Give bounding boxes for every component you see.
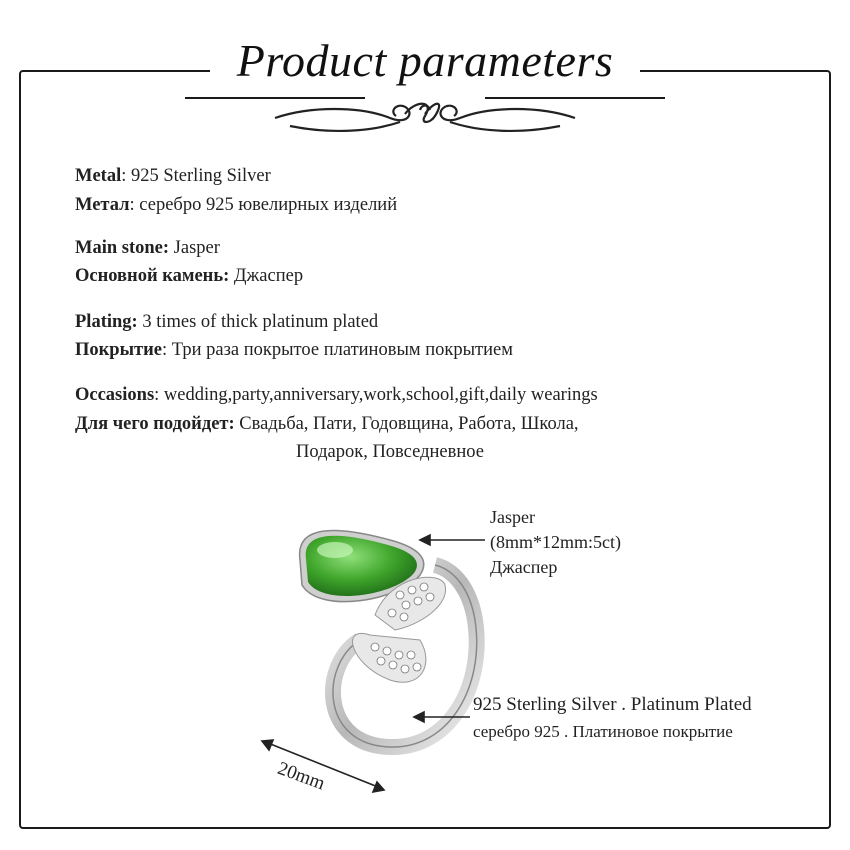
spec-value: 3 times of thick platinum plated	[137, 312, 379, 332]
band-callout-ru: серебро 925 . Платиновое покрытие	[473, 722, 733, 741]
spec-value: : 925 Sterling Silver	[121, 166, 271, 186]
stone-callout-size: (8mm*12mm:5ct)	[490, 532, 621, 552]
stone-callout-ru: Джаспер	[490, 557, 558, 577]
spec-label: Покрытие	[75, 340, 162, 360]
spec-label: Основной камень:	[75, 266, 230, 286]
spec-label: Для чего подойдет:	[75, 414, 235, 434]
spec-label: Метал	[75, 195, 130, 215]
spec-value: : Три раза покрытое платиновым покрытием	[162, 340, 513, 360]
band-callout-en: 925 Sterling Silver . Platinum Plated	[473, 694, 752, 715]
spec-value: Джаспер	[229, 266, 304, 286]
page-title: Product parameters	[236, 35, 614, 86]
spec-occasions-ru-cont: Подарок, Повседневное	[296, 442, 484, 462]
spec-label: Main stone:	[75, 238, 170, 258]
spec-value: : серебро 925 ювелирных изделий	[129, 195, 398, 215]
spec-label: Occasions	[75, 385, 155, 405]
spec-value: : wedding,party,anniversary,work,school,gift,daily wearings	[154, 385, 598, 405]
spec-label: Metal	[75, 166, 122, 186]
spec-value: Свадьба, Пати, Годовщина, Работа, Школа,	[234, 414, 579, 434]
stone-callout-name: Jasper	[490, 507, 535, 527]
spec-value: Jasper	[169, 238, 220, 258]
spec-label: Plating:	[75, 312, 138, 332]
ring-size-label: 20mm	[274, 758, 328, 795]
